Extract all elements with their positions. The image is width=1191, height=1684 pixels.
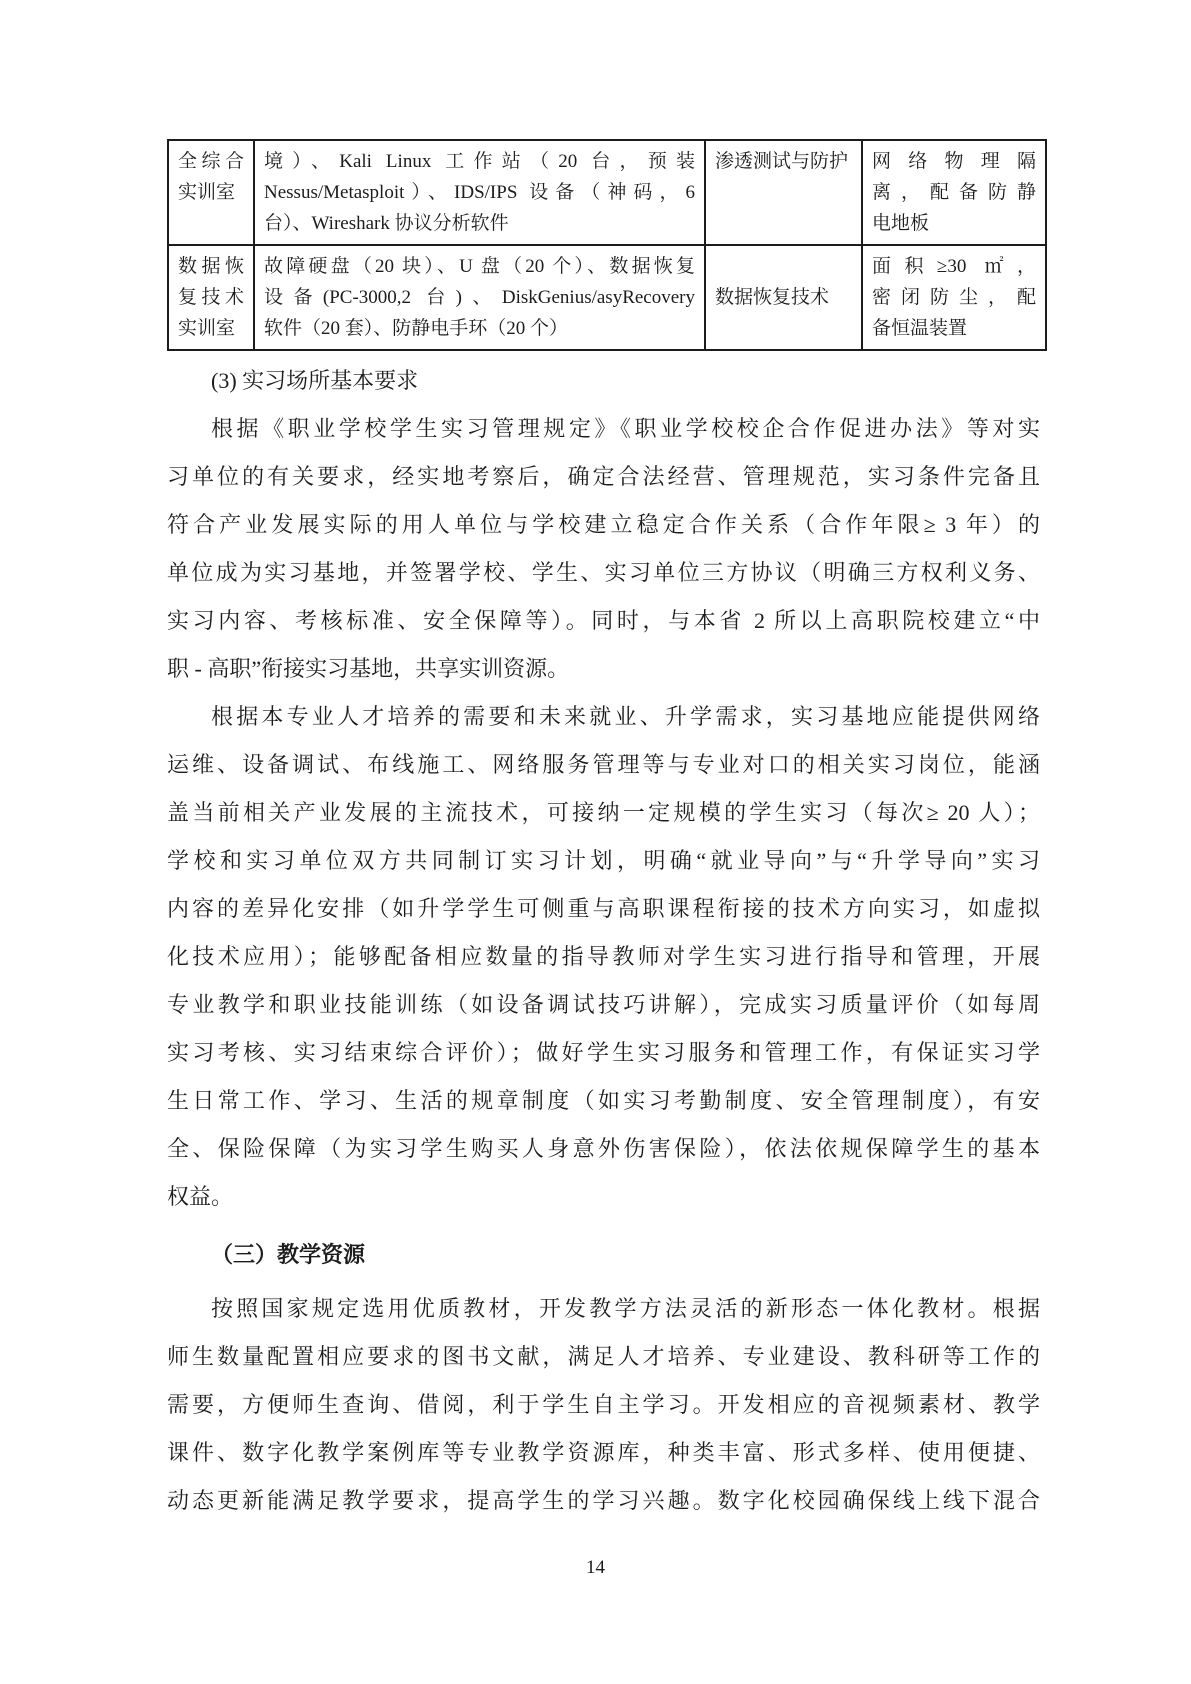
cell-line: 备恒温装置 (872, 318, 968, 339)
table-body (168, 140, 1046, 350)
text-line: 运维、设备调试、布线施工、网络服务管理等与专业对口的相关实习岗位，能涵 (167, 752, 1040, 777)
cell-function (705, 140, 862, 245)
cell-line: 软件（20 套）、防静电手环（20 个） (264, 318, 569, 339)
text-line: 专业教学和职业技能训练（如设备调试技巧讲解），完成实习质量评价（如每周 (167, 992, 1040, 1017)
cell-line: 复技术 (178, 287, 244, 308)
cell-function (705, 245, 862, 350)
paragraph (167, 357, 1040, 405)
text-line: 按照国家规定选用优质教材，开发教学方法灵活的新形态一体化教材。根据 (211, 1296, 1040, 1321)
text-line: 全、保险保障（为实习学生购买人身意外伤害保险），依法依规保障学生的基本 (167, 1136, 1040, 1161)
text-line: （三）教学资源 (211, 1242, 366, 1267)
text-line: 课件、数字化教学案例库等专业教学资源库，种类丰富、形式多样、使用便捷、 (167, 1440, 1040, 1465)
table-row (168, 140, 1046, 245)
cell-line: 面积≥30 ㎡， (872, 256, 1036, 277)
text-line: 动态更新能满足教学要求，提高学生的学习兴趣。数字化校园确保线上线下混合 (167, 1488, 1040, 1513)
text-line: 学校和实习单位双方共同制订实习计划，明确“就业导向”与“升学导向”实习 (167, 848, 1040, 873)
text-line: 单位成为实习基地，并签署学校、学生、实习单位三方协议（明确三方权利义务、 (167, 560, 1040, 585)
cell-room (168, 245, 254, 350)
page-number: 14 (586, 1557, 605, 1578)
cell-line: 全综合 (178, 151, 244, 172)
training-room-table (167, 139, 1047, 351)
cell-line: Nessus/Metasploit）、IDS/IPS 设备（神码，6 (264, 182, 695, 203)
text-line: 师生数量配置相应要求的图书文献，满足人才培养、专业建设、教科研等工作的 (167, 1344, 1040, 1369)
text-line: 盖当前相关产业发展的主流技术，可接纳一定规模的学生实习（每次≥ 20 人）； (167, 800, 1040, 825)
cell-line: 数据恢 (178, 256, 244, 277)
text-line: 符合产业发展实际的用人单位与学校建立稳定合作关系（合作年限≥ 3 年）的 (167, 512, 1040, 537)
cell-line: 境）、Kali Linux 工作站（20 台，预装 (264, 151, 695, 172)
text-line: 根据《职业学校学生实习管理规定》《职业学校校企合作促进办法》等对实 (211, 416, 1040, 441)
text-line: 习单位的有关要求，经实地考察后，确定合法经营、管理规范，实习条件完备且 (167, 464, 1040, 489)
cell-line: 电地板 (872, 213, 930, 234)
text-line: 权益。 (167, 1184, 234, 1209)
table-row (168, 245, 1046, 350)
cell-requirement (862, 140, 1046, 245)
text-line: 实习考核、实习结束综合评价）；做好学生实习服务和管理工作，有保证实习学 (167, 1040, 1040, 1065)
cell-line: 台）、Wireshark 协议分析软件 (264, 213, 509, 234)
paragraph (167, 1285, 1040, 1525)
text-line: 内容的差异化安排（如升学学生可侧重与高职课程衔接的技术方向实习，如虚拟 (167, 896, 1040, 921)
cell-line: 数据恢复技术 (715, 287, 830, 308)
section-heading (167, 1231, 1040, 1279)
text-line: 化技术应用）；能够配备相应数量的指导教师对学生实习进行指导和管理，开展 (167, 944, 1040, 969)
cell-equipment (254, 245, 705, 350)
cell-line: 密闭防尘，配 (872, 287, 1036, 308)
cell-line: 网络物理隔 (872, 151, 1036, 172)
text-line: 需要，方便师生查询、借阅，利于学生自主学习。开发相应的音视频素材、教学 (167, 1392, 1040, 1417)
text-line: 生日常工作、学习、生活的规章制度（如实习考勤制度、安全管理制度），有安 (167, 1088, 1040, 1113)
cell-equipment (254, 140, 705, 245)
document-body (167, 357, 1040, 1525)
text-line: 根据本专业人才培养的需要和未来就业、升学需求，实习基地应能提供网络 (211, 704, 1040, 729)
cell-line: 实训室 (178, 182, 236, 203)
cell-line: 设备(PC-3000,2 台)、DiskGenius/asyRecovery (264, 287, 695, 308)
cell-line: 实训室 (178, 318, 236, 339)
paragraph (167, 405, 1040, 693)
cell-line: 离，配备防静 (872, 182, 1036, 203)
cell-line: 渗透测试与防护 (715, 151, 849, 172)
text-line: (3) 实习场所基本要求 (211, 368, 419, 393)
text-line: 职 - 高职”衔接实习基地，共享实训资源。 (167, 656, 570, 681)
cell-room (168, 140, 254, 245)
paragraph (167, 693, 1040, 1221)
text-line: 实习内容、考核标准、安全保障等）。同时，与本省 2 所以上高职院校建立“中 (167, 608, 1040, 633)
cell-requirement (862, 245, 1046, 350)
cell-line: 故障硬盘（20 块）、U 盘（20 个）、数据恢复 (264, 256, 695, 277)
